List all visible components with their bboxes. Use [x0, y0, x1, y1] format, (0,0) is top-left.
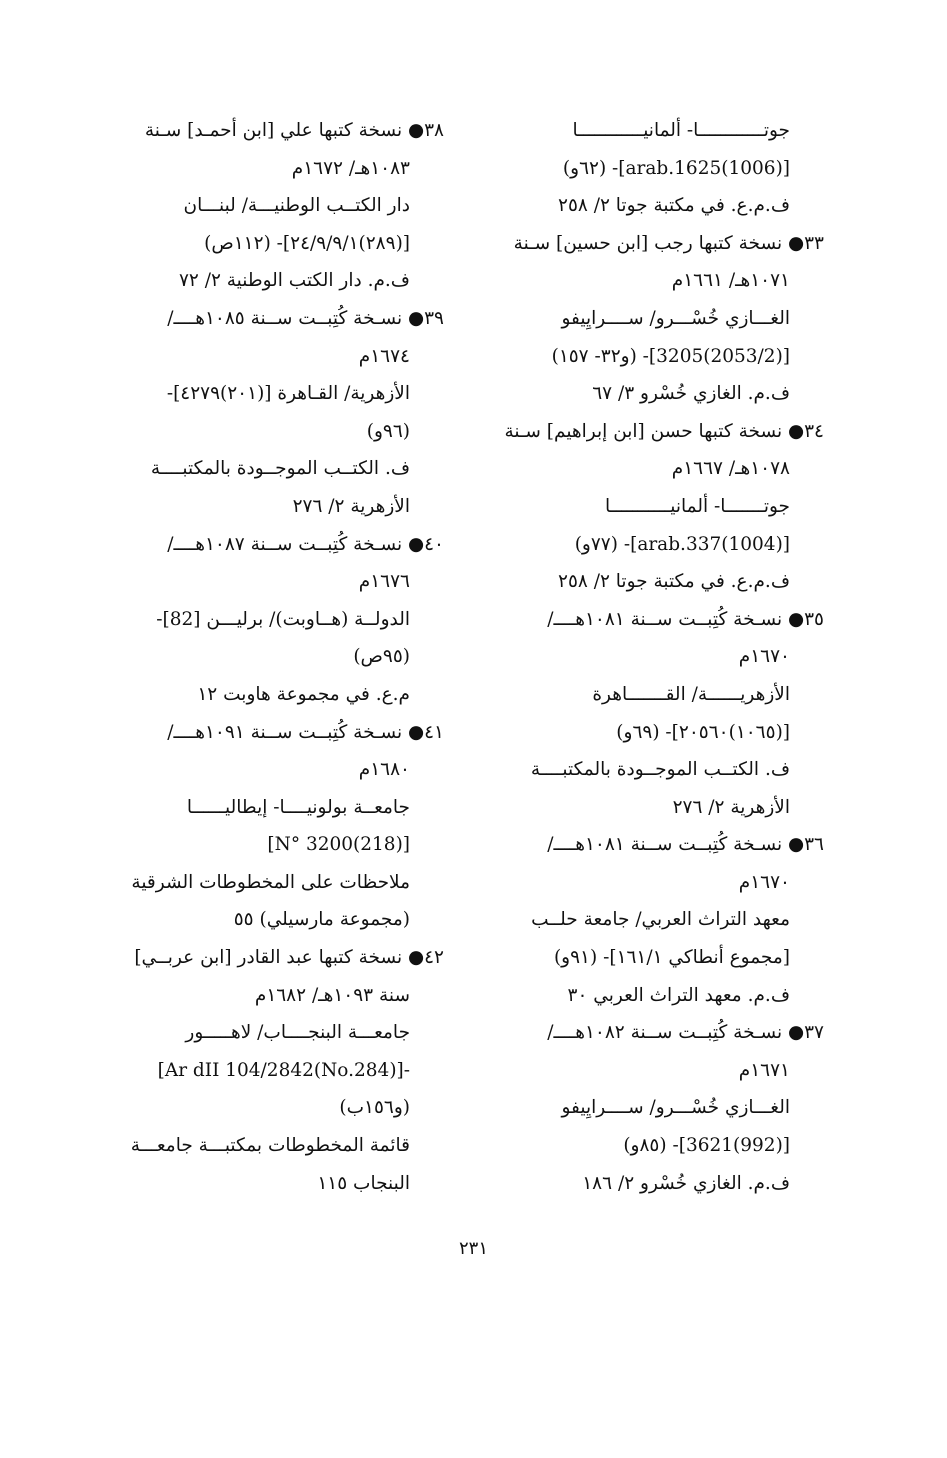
text-line: ٣٦● نسـخة كُتِبــت ســنة ١٠٨١هــــ/	[547, 834, 824, 856]
text-line: ٤١● نسـخة كُتِبــت ســنة ١٠٩١هــــ/	[167, 721, 444, 743]
text-line: جامعــة بولونيــــا- إيطاليــــــا	[186, 796, 410, 818]
text-line: م.ع. في مجموعة هاوبت ١٢	[197, 683, 410, 705]
text-line: [(218)N° 3200]	[267, 834, 410, 856]
text-line: معهد التراث العربي/ جامعة حلــب	[531, 909, 790, 931]
text-line: ف.م. دار الكتب الوطنية ٢/ ٧٢	[178, 270, 410, 292]
text-line: [(١٠٦٥)٢٠٥٦٠]- (٦٩و)	[616, 721, 790, 743]
text-line: الأزهرية/ القـاهرة [(٢٠١)٤٢٧٩]-	[166, 383, 410, 405]
text-line: [(2053/2)3205]- (و٣٢- ١٥٧)	[551, 345, 790, 367]
text-line: (مجموعة مارسيلي) ٥٥	[233, 909, 410, 931]
text-line: (٩٦و)	[366, 420, 410, 442]
text-line: جوتـــــــا- ألمانيـــــــــــا	[605, 495, 790, 517]
text-line: [(٢٨٩)٢٤/٩/٩/١]- (١١٢ص)	[204, 232, 410, 254]
text-line: ف.م.ع. في مكتبة جوتا ٢/ ٢٥٨	[558, 571, 790, 593]
text-line: -[(No.284)Ar dII 104/2842]	[157, 1059, 410, 1081]
text-line: جامعـــة البنجــــاب/ لاهـــــور	[185, 1022, 410, 1044]
text-line: ف.م. الغازي خُسْرو ٣/ ٦٧	[592, 383, 790, 405]
text-line: ف.م. الغازي خُسْرو ٢/ ١٨٦	[582, 1172, 790, 1194]
text-line: الغـــازي خُسْـــرو/ ســــرايِيفو	[561, 307, 790, 329]
text-line: ٣٧● نسـخة كُتِبــت ســنة ١٠٨٢هــــ/	[547, 1022, 824, 1044]
text-line: ١٦٨٠م	[358, 759, 410, 781]
text-line: [(992)3621]- (٨٥و)	[623, 1135, 790, 1157]
text-line: الأزهرية ٢/ ٢٧٦	[292, 495, 410, 517]
page-number: ٢٣١	[458, 1238, 488, 1259]
text-line: ٣٣● نسخة كتبها رجب [ابن حسين] سـنة	[513, 232, 824, 254]
text-line: الأزهريــــــة/ القـــــــاهرة	[592, 683, 790, 705]
text-line: ف.م.ع. في مكتبة جوتا ٢/ ٢٥٨	[558, 195, 790, 217]
text-line: قائمة المخطوطات بمكتبـــة جامعـــة	[130, 1135, 410, 1157]
text-line: [(1006)arab.1625]- (٦٢و)	[562, 157, 790, 179]
text-line: الأزهرية ٢/ ٢٧٦	[672, 796, 790, 818]
text-line: ٣٩● نسـخة كُتِبــت ســنة ١٠٨٥هــــ/	[167, 307, 444, 329]
text-line: (٩٥ص)	[353, 646, 410, 668]
left-column	[104, 112, 444, 1202]
text-line: ٣٨● نسخة كتبها علي [ابن أحمـد] سـنة	[144, 120, 444, 141]
text-line: دار الكتــب الوطنيـــة/ لبنـــان	[183, 195, 410, 217]
text-line: الدولــة (هــاوبت)/ برليـــن [82]-	[156, 608, 410, 630]
text-line: البنجاب ١١٥	[317, 1172, 410, 1194]
text-line: ٣٥● نسـخة كُتِبــت ســنة ١٠٨١هــــ/	[547, 608, 824, 630]
text-line: ملاحظات على المخطوطات الشرقية	[131, 871, 410, 893]
text-line: ١٠٧١هـ/ ١٦٦١م	[671, 270, 790, 292]
text-line: سنة ١٠٩٣هـ/ ١٦٨٢م	[254, 984, 410, 1006]
text-line: ١٦٧١م	[738, 1059, 790, 1081]
text-line: ١٦٧٦م	[358, 571, 410, 593]
text-line: ١٠٨٣هـ/ ١٦٧٢م	[291, 157, 410, 179]
text-line: [(1004)arab.337]- (٧٧و)	[574, 533, 790, 555]
text-line: ف. الكتــب الموجــودة بالمكتبــــة	[530, 759, 790, 781]
text-line: ١٠٧٨هـ/ ١٦٦٧م	[671, 458, 790, 480]
right-column	[484, 112, 824, 1202]
text-line: ١٦٧٤م	[358, 345, 410, 367]
text-line: ٣٤● نسخة كتبها حسن [ابن إبراهيم] سـنة	[504, 420, 824, 442]
text-line: الغـــازي خُسْـــرو/ ســــرايِيفو	[561, 1097, 790, 1119]
text-line: ١٦٧٠م	[738, 646, 790, 668]
text-line: ٤٠● نسـخة كُتِبــت ســنة ١٠٨٧هــــ/	[167, 533, 444, 555]
text-line: ١٦٧٠م	[738, 871, 790, 893]
text-line: جوتــــــــــــا- ألمانيــــــــــــا	[572, 120, 790, 141]
text-line: ف.م. معهد التراث العربي ٣٠	[567, 984, 790, 1006]
text-line: (و١٥٦ب)	[339, 1097, 410, 1119]
text-line: [مجموع أنطاكي ١٦١/١]- (٩١و)	[553, 947, 790, 969]
text-line: ف. الكتــب الموجــودة بالمكتبــــة	[150, 458, 410, 480]
text-line: ٤٢● نسخة كتبها عبد القادر [ابن عربــي]	[134, 947, 444, 969]
